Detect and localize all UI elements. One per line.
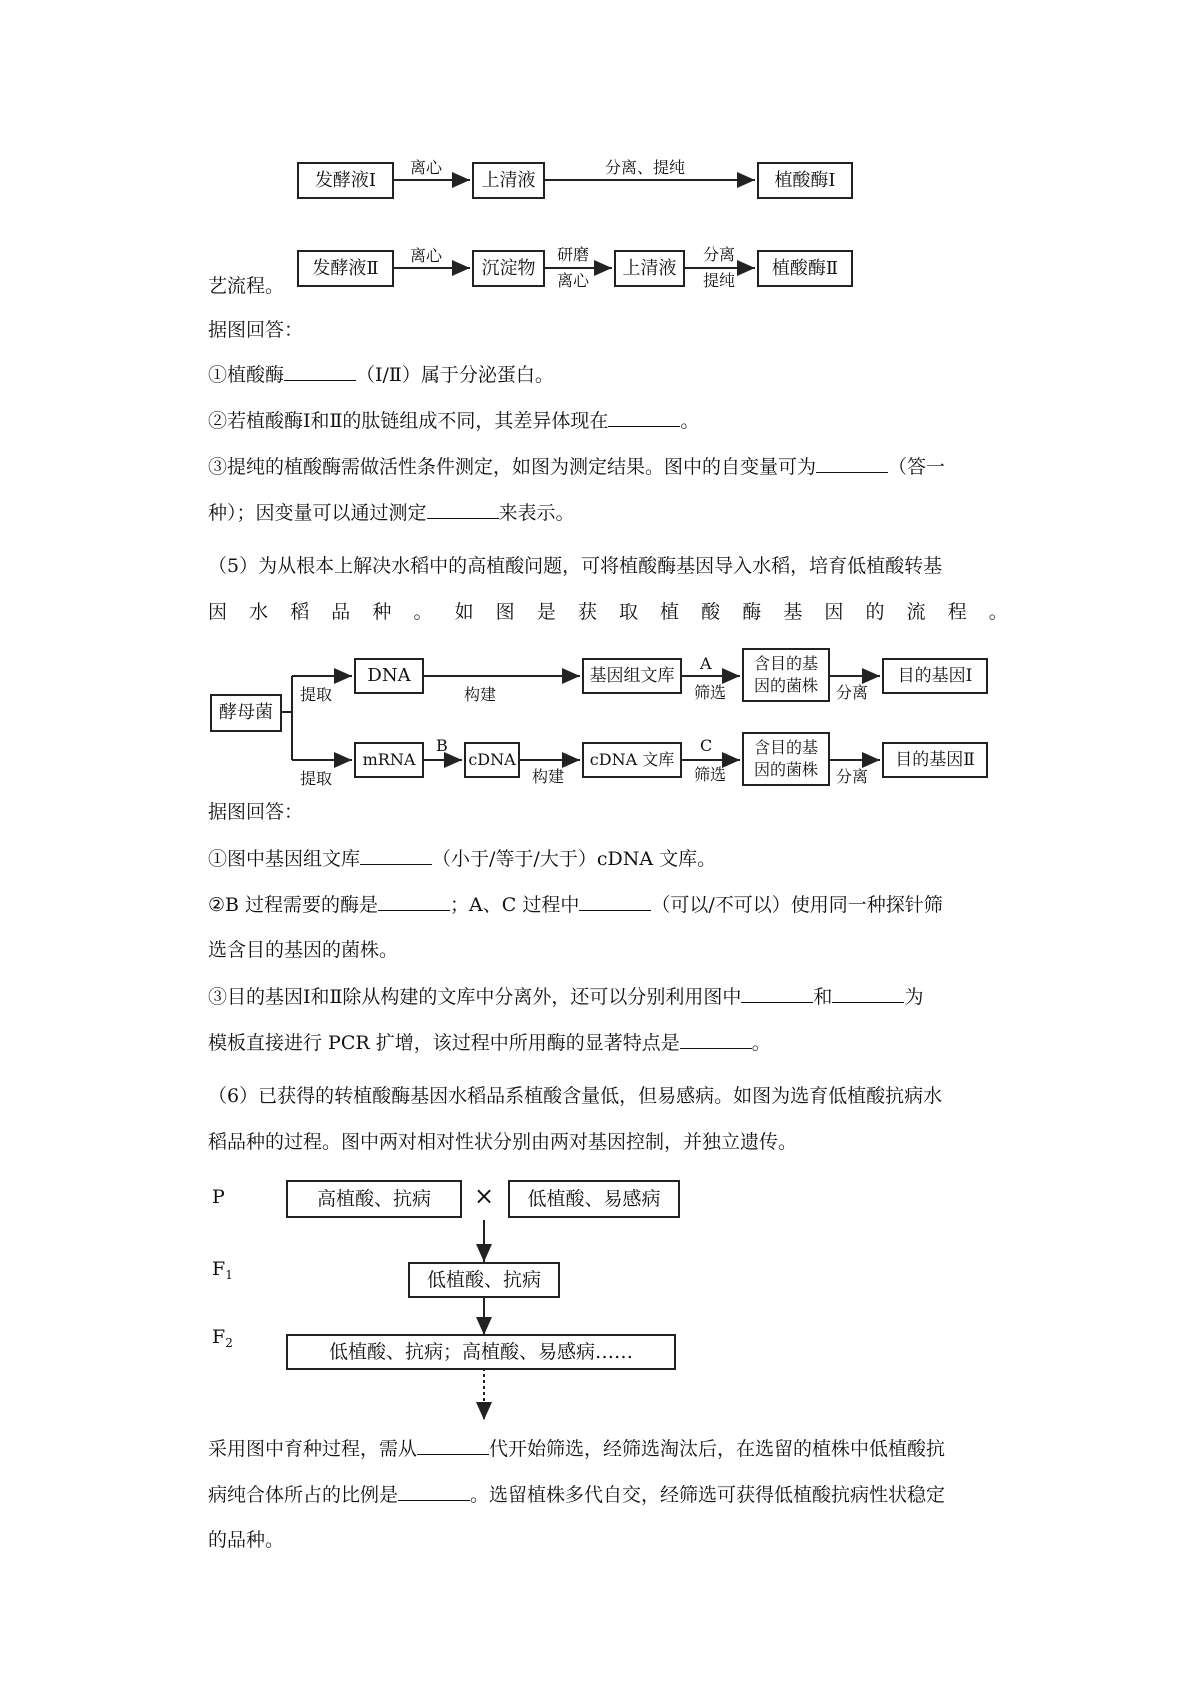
q5-line2-char: 水 — [249, 601, 269, 623]
q5-line2-char: 基 — [783, 601, 803, 623]
cross-icon: × — [474, 1182, 495, 1210]
q5-line2-char: 获 — [577, 601, 597, 623]
q5-line2-char: 植 — [660, 601, 680, 623]
q5-item3a: ③目的基因Ⅰ和Ⅱ除从构建的文库中分离外，还可以分别利用图中 和 为 — [208, 986, 924, 1008]
q5-line2-char: 取 — [618, 601, 638, 623]
q5-line2 — [208, 600, 1008, 624]
box-f2: 低植酸、抗病；高植酸、易感病…… — [286, 1334, 676, 1370]
q5-line1: （5）为从根本上解决水稻中的高植酸问题，可将植酸酶基因导入水稻，培育低植酸转基 — [208, 555, 943, 577]
label-a: A — [700, 654, 712, 673]
answer-blank[interactable] — [284, 362, 356, 381]
q5-item1: ①图中基因组文库 （小于/等于/大于）cDNA 文库。 — [208, 848, 717, 870]
text-trailing-process: 艺流程。 — [208, 275, 285, 297]
answer-blank[interactable] — [579, 892, 651, 911]
answer-blank[interactable] — [398, 1482, 470, 1501]
box-f1: 低植酸、抗病 — [408, 1262, 560, 1298]
label-build-bottom: 构建 — [532, 767, 565, 786]
label-screen-a: 筛选 — [694, 683, 727, 702]
q4-item1: ①植酸酶 （Ⅰ/Ⅱ）属于分泌蛋白。 — [208, 364, 554, 386]
q5-item3b: 模板直接进行 PCR 扩增，该过程中所用酶的显著特点是 。 — [208, 1032, 771, 1054]
q5-line2-char: 图 — [495, 601, 515, 623]
label-separate-top: 分离 — [836, 683, 869, 702]
box-p-right: 低植酸、易感病 — [508, 1180, 680, 1218]
label-b: B — [436, 736, 448, 755]
label-f2: $F_2$ — [212, 1326, 233, 1350]
box-precipitate: 沉淀物 — [472, 250, 545, 287]
answer-blank[interactable] — [741, 984, 813, 1003]
q5-line2-char: 酶 — [742, 601, 762, 623]
q6-end3: 的品种。 — [208, 1529, 285, 1551]
answer-blank[interactable] — [816, 454, 888, 473]
box-phytase-1: 植酸酶Ⅰ — [757, 162, 853, 199]
label-screen-c: 筛选 — [694, 765, 727, 784]
box-supernatant-1: 上清液 — [472, 162, 545, 199]
box-genomic-library: 基因组文库 — [582, 658, 682, 694]
q5-line2-char: 的 — [865, 601, 885, 623]
answer-blank[interactable] — [417, 1436, 489, 1455]
box-mrna: mRNA — [354, 742, 424, 778]
q5-line2-char: 品 — [331, 601, 351, 623]
q5-line2-char: 是 — [536, 601, 556, 623]
q4-intro: 据图回答： — [208, 319, 304, 341]
label-c: C — [700, 736, 713, 755]
label-centrifuge-1: 离心 — [410, 158, 443, 177]
box-strain-top: 含目的基 因的菌株 — [742, 648, 830, 702]
answer-blank[interactable] — [378, 892, 450, 911]
q5-line2-char: 流 — [906, 601, 926, 623]
answer-blank[interactable] — [360, 846, 432, 865]
q5-line2-char: 如 — [454, 601, 474, 623]
box-target-gene-1: 目的基因Ⅰ — [882, 658, 988, 694]
q5-item2: ②B 过程需要的酶是 ；A、C 过程中 （可以/不可以）使用同一种探针筛 — [208, 894, 943, 916]
label-centrifuge-3: 离心 — [557, 271, 590, 290]
box-supernatant-2: 上清液 — [614, 250, 685, 287]
label-build-top: 构建 — [464, 685, 497, 704]
q6-line1: （6）已获得的转植酸酶基因水稻品系植酸含量低，但易感病。如图为选育低植酸抗病水 — [208, 1085, 943, 1107]
label-purify: 提纯 — [703, 271, 736, 290]
box-strain-bottom: 含目的基 因的菌株 — [742, 732, 830, 786]
q6-end2: 病纯合体所占的比例是 。选留植株多代自交，经筛选可获得低植酸抗病性状稳定 — [208, 1484, 946, 1506]
label-separate-purify-1: 分离、提纯 — [605, 158, 686, 177]
label-p: P — [212, 1186, 225, 1208]
box-yeast: 酵母菌 — [210, 694, 282, 732]
q5-line2-char: 。 — [413, 601, 433, 623]
q6-line2: 稻品种的过程。图中两对相对性状分别由两对基因控制，并独立遗传。 — [208, 1131, 798, 1153]
q5-item2b: 选含目的基因的菌株。 — [208, 939, 399, 961]
q6-end1: 采用图中育种过程，需从 代开始筛选，经筛选淘汰后，在选留的植株中低植酸抗 — [208, 1438, 946, 1460]
q5-line2-char: 因 — [208, 601, 228, 623]
box-target-gene-2: 目的基因Ⅱ — [882, 742, 988, 778]
answer-blank[interactable] — [832, 984, 904, 1003]
label-separate: 分离 — [703, 245, 736, 264]
box-cdna-library: cDNA 文库 — [582, 742, 682, 778]
answer-blank[interactable] — [427, 500, 499, 519]
q4-item2: ②若植酸酶Ⅰ和Ⅱ的肽链组成不同，其差异体现在 。 — [208, 410, 700, 432]
box-ferment-2: 发酵液Ⅱ — [297, 250, 394, 287]
answer-blank[interactable] — [680, 1030, 752, 1049]
q4-item3a: ③提纯的植酸酶需做活性条件测定，如图为测定结果。图中的自变量可为 （答一 — [208, 456, 946, 478]
box-ferment-1: 发酵液Ⅰ — [297, 162, 394, 199]
box-p-left: 高植酸、抗病 — [286, 1180, 462, 1218]
q5-line2-char: 稻 — [290, 601, 310, 623]
q5-line2-char: 酸 — [701, 601, 721, 623]
label-f1: $F_1$ — [212, 1258, 233, 1282]
q5-line2-char: 种 — [372, 601, 392, 623]
label-centrifuge-2: 离心 — [410, 246, 443, 265]
label-separate-bottom: 分离 — [836, 767, 869, 786]
box-cdna: cDNA — [464, 742, 520, 778]
q5-intro: 据图回答： — [208, 801, 304, 823]
q4-item3b: 种）；因变量可以通过测定 来表示。 — [208, 502, 575, 524]
box-phytase-2: 植酸酶Ⅱ — [757, 250, 853, 287]
q5-line2-char: 程 — [947, 601, 967, 623]
label-grind: 研磨 — [557, 245, 590, 264]
label-extract-top: 提取 — [300, 685, 333, 704]
label-extract-bottom: 提取 — [300, 769, 333, 788]
q5-line2-char: 因 — [824, 601, 844, 623]
q5-line2-char: 。 — [988, 601, 1008, 623]
answer-blank[interactable] — [608, 408, 680, 427]
box-dna: DNA — [354, 658, 424, 694]
